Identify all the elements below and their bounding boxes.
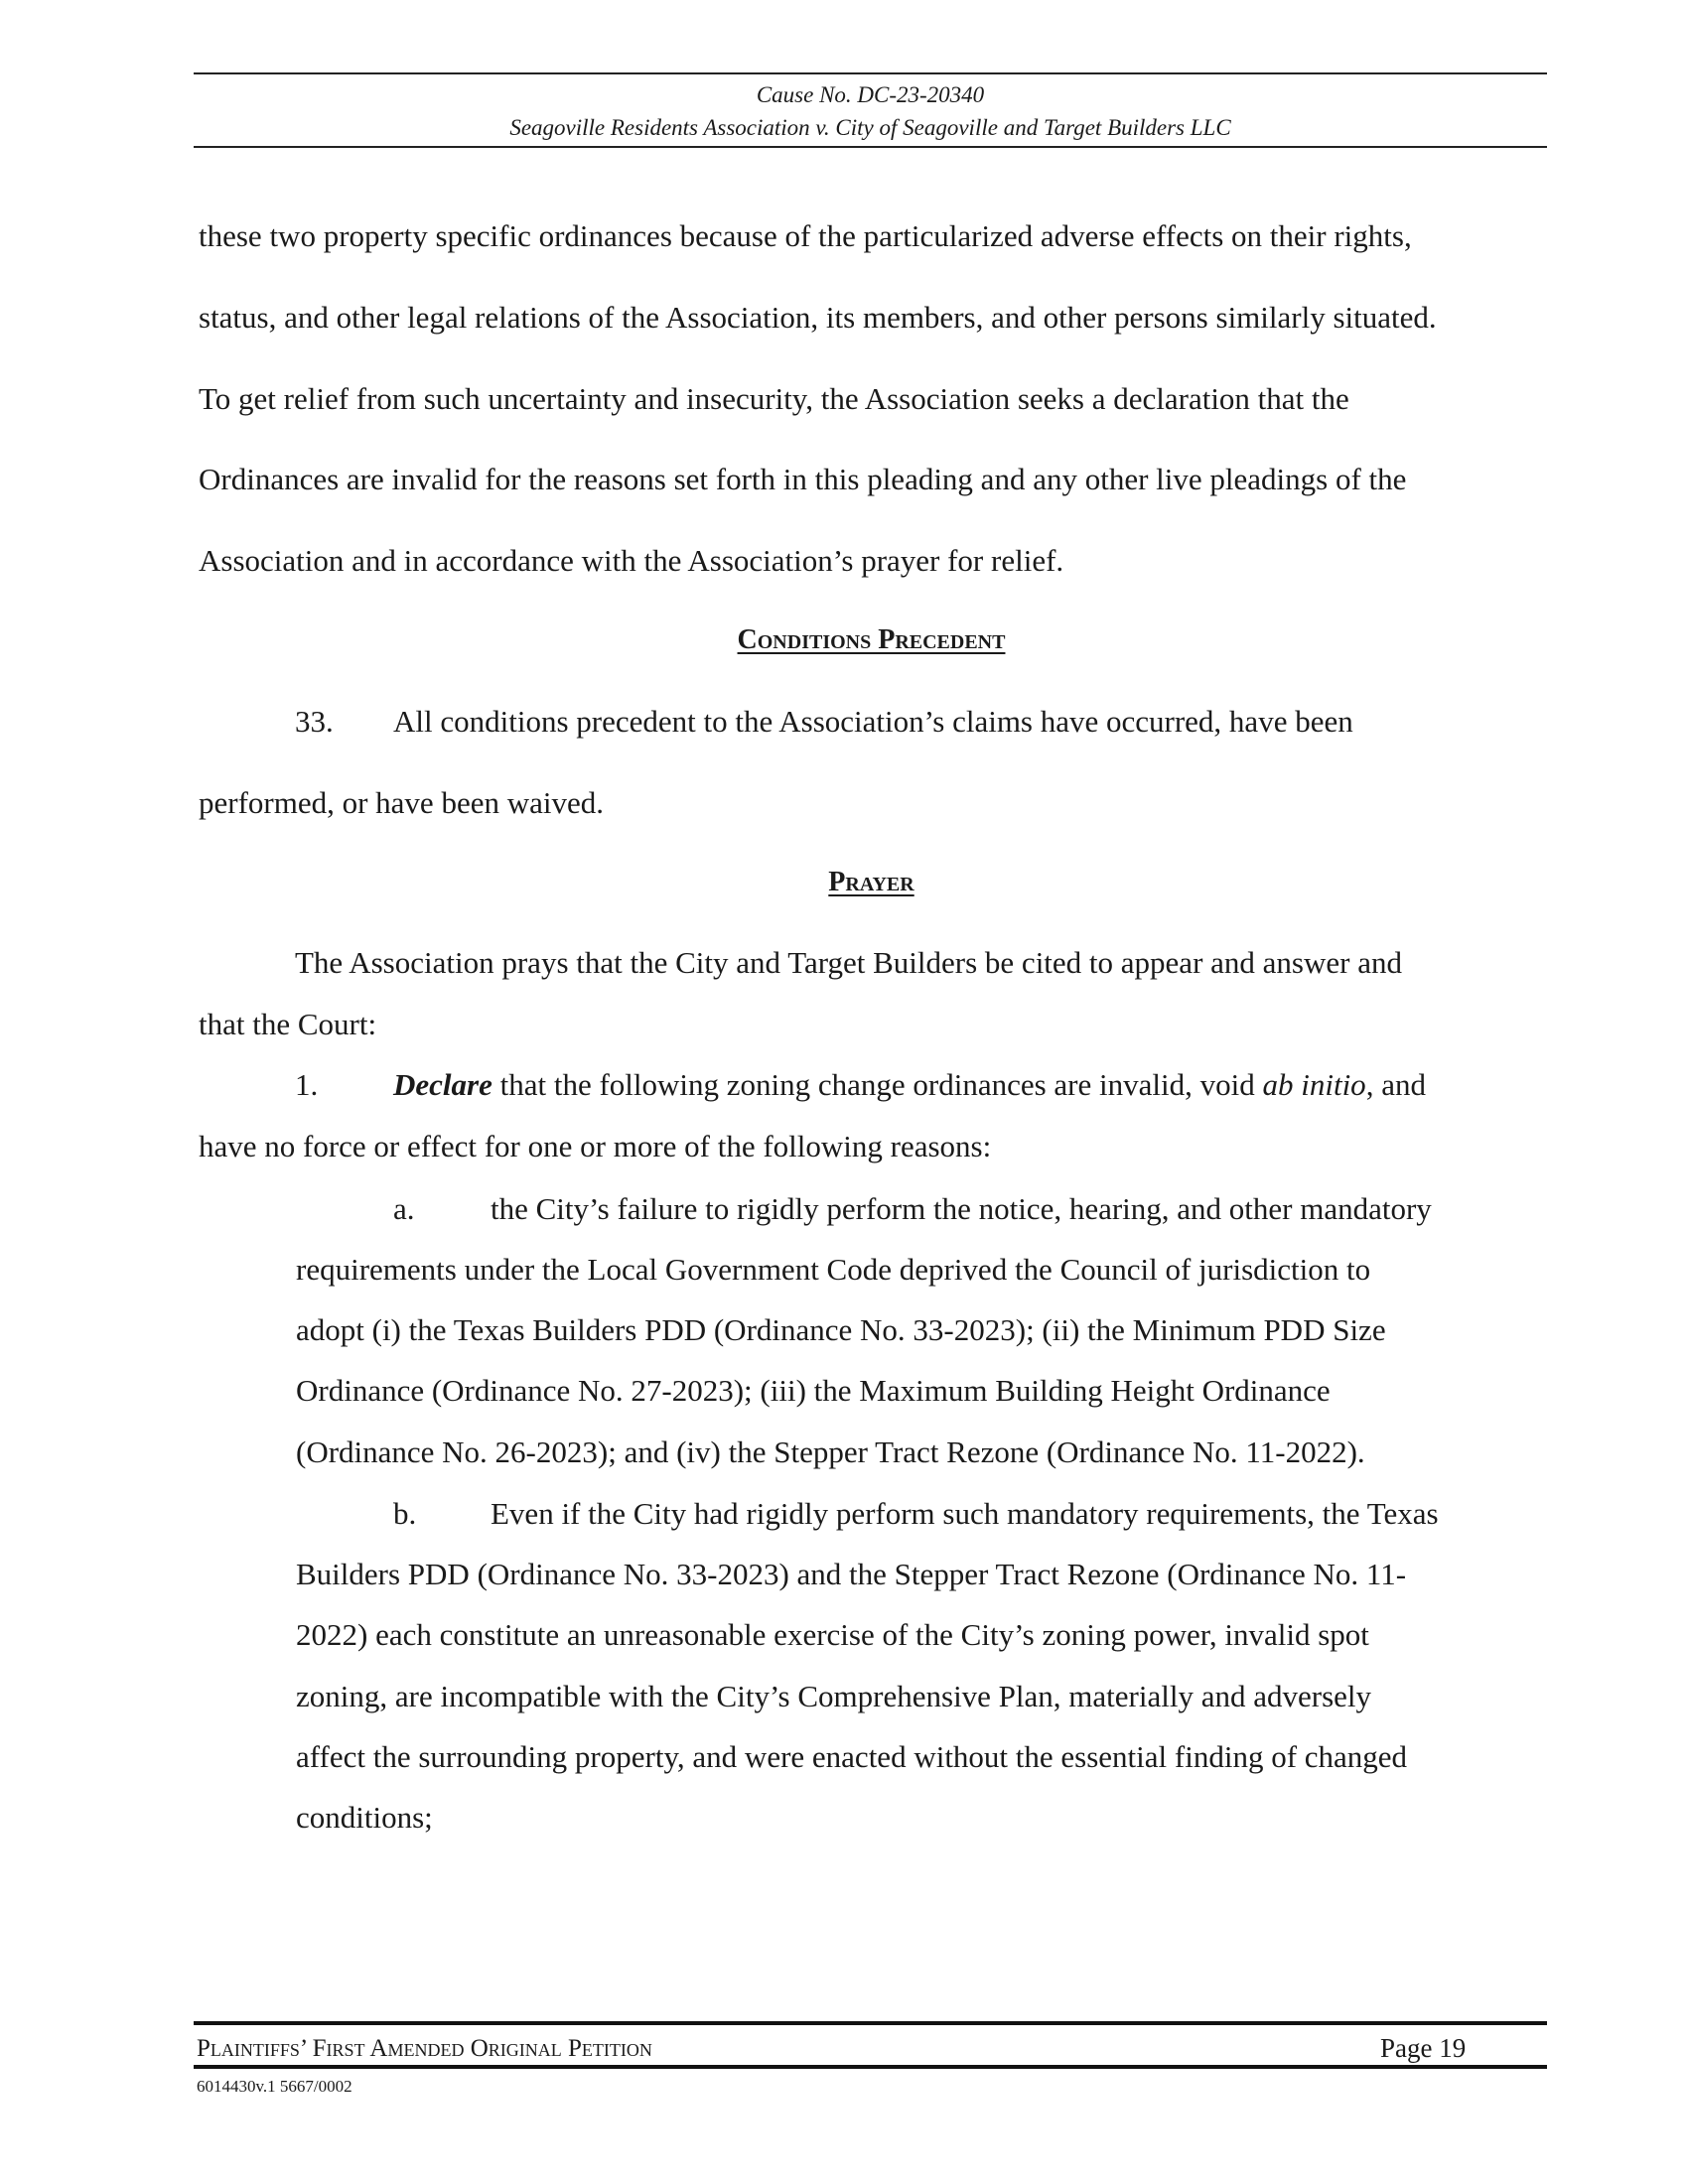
prayer-item-number: 1.	[295, 1067, 319, 1102]
subitem-letter: a.	[393, 1191, 415, 1226]
header-bottom-rule	[194, 146, 1547, 148]
prayer-intro: that the Court:	[199, 1007, 377, 1041]
page-number: Page 19	[1380, 2033, 1467, 2063]
subitem-letter: b.	[393, 1496, 417, 1531]
header-top-rule	[194, 72, 1547, 74]
footer-top-rule	[194, 2021, 1547, 2025]
item-text: , and	[1365, 1067, 1426, 1102]
subitem-text: 2022) each constitute an unreasonable exercise of the City’s zoning power, invalid spot	[296, 1617, 1369, 1652]
body-line: these two property specific ordinances because of the particularized adverse effects on their rights,	[199, 218, 1412, 253]
footer-document-title: Plaintiffs’ First Amended Original Petition	[197, 2035, 652, 2062]
item-text: that the following zoning change ordinances are invalid, void	[492, 1067, 1263, 1102]
subitem-text: requirements under the Local Government Code deprived the Council of jurisdiction to	[296, 1252, 1371, 1287]
footer-bottom-rule	[194, 2065, 1547, 2069]
subitem-text: Even if the City had rigidly perform such mandatory requirements, the Texas	[491, 1496, 1439, 1531]
section-heading-prayer: Prayer	[828, 867, 914, 897]
paragraph-number: 33.	[295, 704, 334, 739]
ab-initio: ab initio	[1262, 1067, 1366, 1102]
case-title: Seagoville Residents Association v. City of Seagoville and Target Builders LLC	[509, 115, 1231, 140]
subitem-text: (Ordinance No. 26-2023); and (iv) the Stepper Tract Rezone (Ordinance No. 11-2022).	[296, 1434, 1365, 1469]
subitem-text: Ordinance (Ordinance No. 27-2023); (iii) the Maximum Building Height Ordinance	[296, 1373, 1331, 1408]
cause-number: Cause No. DC-23-20340	[756, 82, 985, 107]
subitem-text: adopt (i) the Texas Builders PDD (Ordinance No. 33-2023); (ii) the Minimum PDD Size	[296, 1312, 1386, 1347]
body-line: Ordinances are invalid for the reasons set forth in this pleading and any other live pleadings of the	[199, 462, 1407, 496]
subitem-text: zoning, are incompatible with the City’s Comprehensive Plan, materially and adversely	[296, 1679, 1372, 1713]
document-id: 6014430v.1 5667/0002	[197, 2077, 352, 2096]
section-heading-conditions-precedent: Conditions Precedent	[737, 624, 1006, 655]
body-line: To get relief from such uncertainty and insecurity, the Association seeks a declaration that the	[199, 381, 1349, 416]
prayer-intro: The Association prays that the City and Target Builders be cited to appear and answer and	[295, 945, 1402, 980]
prayer-item-text: have no force or effect for one or more of the following reasons:	[199, 1129, 992, 1163]
declare-lead: Declare	[393, 1067, 492, 1102]
subitem-text: conditions;	[296, 1800, 433, 1835]
body-line: status, and other legal relations of the Association, its members, and other persons similarly situated.	[199, 300, 1437, 335]
subitem-text: the City’s failure to rigidly perform the notice, hearing, and other mandatory	[491, 1191, 1432, 1226]
paragraph-text: performed, or have been waived.	[199, 785, 604, 820]
subitem-text: Builders PDD (Ordinance No. 33-2023) and the Stepper Tract Rezone (Ordinance No. 11-	[296, 1557, 1407, 1591]
prayer-item-text	[393, 1065, 1426, 1105]
body-line: Association and in accordance with the Association’s prayer for relief.	[199, 543, 1064, 578]
paragraph-text: All conditions precedent to the Association’s claims have occurred, have been	[393, 704, 1353, 739]
subitem-text: affect the surrounding property, and were enacted without the essential finding of changed	[296, 1739, 1408, 1774]
